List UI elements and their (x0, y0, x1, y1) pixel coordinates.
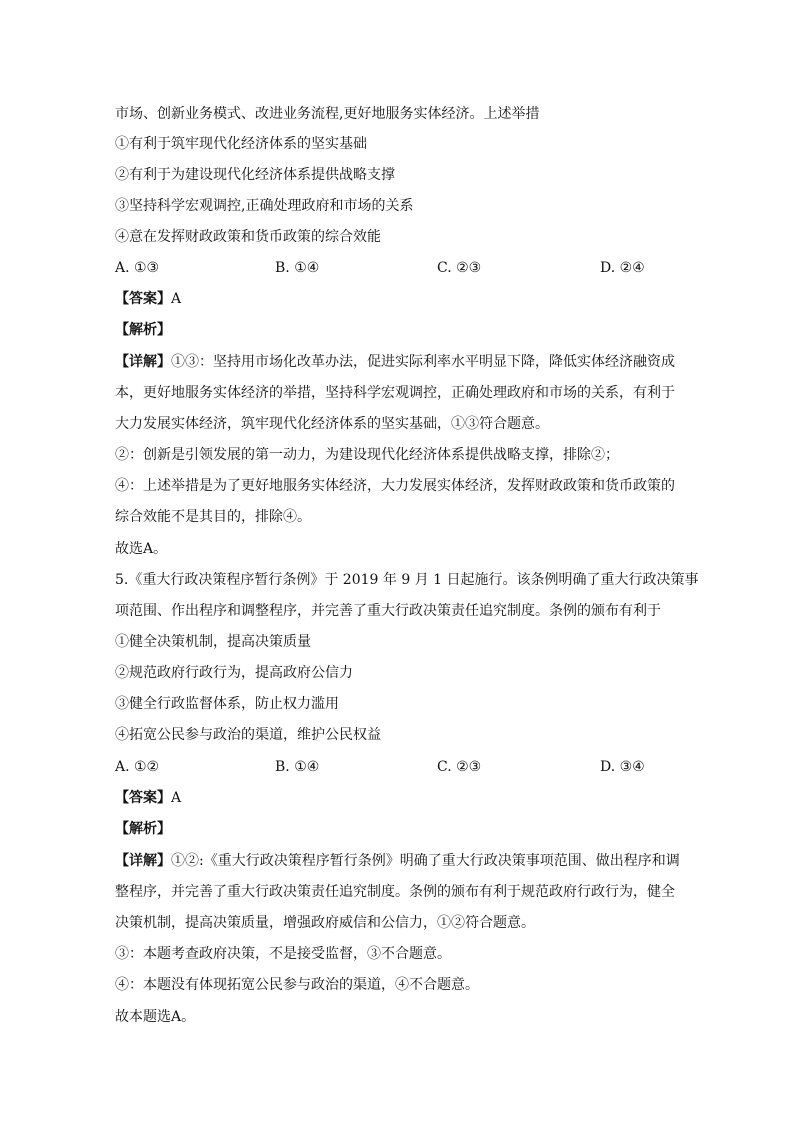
detail-label: 【详解】 (115, 354, 171, 370)
q4-item-1: ①有利于筑牢现代化经济体系的坚实基础 (115, 136, 367, 152)
answer-label: 【答案】 (115, 790, 171, 806)
q5-stem-line-1: 5.《重大行政决策程序暂行条例》于 2019 年 9 月 1 日起施行。该条例明确了重大行政决策事 (115, 572, 699, 588)
q4-item-3: ③坚持科学宏观调控,正确处理政府和市场的关系 (115, 198, 414, 214)
q5-detail-line-5: ④：本题没有体现拓宽公民参与政治的渠道，④不合题意。 (115, 977, 479, 993)
q5-detail-line-2: 整程序，并完善了重大行政决策责任追究制度。条例的颁布有利于规范政府行政行为，健全 (115, 884, 675, 900)
detail-label: 【详解】 (115, 853, 171, 869)
q4-detail-line-5: ④：上述举措是为了更好地服务实体经济，大力发展实体经济，发挥财政政策和货币政策的 (115, 478, 675, 494)
q5-detail-line-1 (115, 851, 680, 871)
q4-options (115, 258, 675, 278)
answer-label: 【答案】 (115, 291, 171, 307)
q4-answer (115, 289, 181, 309)
q4-item-2: ②有利于为建设现代化经济体系提供战略支撑 (115, 167, 395, 183)
answer-value: A (171, 291, 182, 307)
q4-detail-line-1 (115, 352, 675, 372)
q4-detail-line-2: 本，更好地服务实体经济的举措，坚持科学宏观调控，正确处理政府和市场的关系，有利于 (115, 385, 675, 401)
q4-conclusion: 故选A。 (115, 541, 168, 557)
q5-item-3: ③健全行政监督体系，防止权力滥用 (115, 696, 339, 712)
q5-item-4: ④拓宽公民参与政治的渠道，维护公民权益 (115, 727, 381, 743)
q5-item-2: ②规范政府行政行为，提高政府公信力 (115, 665, 353, 681)
q5-analysis-label: 【解析】 (115, 821, 171, 837)
answer-value: A (171, 790, 182, 806)
q5-answer (115, 788, 181, 808)
q5-conclusion: 故本题选A。 (115, 1009, 196, 1025)
q5-option-b: B. ①④ (275, 759, 320, 775)
q5-detail-line-3: 决策机制，提高决策质量，增强政府威信和公信力，①②符合题意。 (115, 915, 535, 931)
q5-option-d: D. ③④ (600, 759, 645, 775)
q4-analysis-label: 【解析】 (115, 322, 171, 338)
q4-detail-line-3: 大力发展实体经济，筑牢现代化经济体系的坚实基础，①③符合题意。 (115, 416, 549, 432)
q5-stem-line-2: 项范围、作出程序和调整程序，并完善了重大行政决策责任追究制度。条例的颁布有利于 (115, 603, 661, 619)
q5-option-c: C. ②③ (437, 759, 482, 775)
q4-option-d: D. ②④ (600, 260, 645, 276)
q5-item-1: ①健全决策机制，提高决策质量 (115, 634, 311, 650)
q4-item-4: ④意在发挥财政政策和货币政策的综合效能 (115, 229, 381, 245)
q5-detail-line-4: ③：本题考查政府决策，不是接受监督，③不合题意。 (115, 946, 451, 962)
detail-text: ①③：坚持用市场化改革办法，促进实际利率水平明显下降，降低实体经济融资成 (171, 354, 675, 370)
q4-detail-line-6: 综合效能不是其目的，排除④。 (115, 509, 311, 525)
q5-option-a: A. ①② (115, 759, 160, 775)
q4-option-a: A. ①③ (115, 260, 160, 276)
q4-stem-continuation: 市场、创新业务模式、改进业务流程,更好地服务实体经济。上述举措 (115, 106, 540, 122)
q4-option-b: B. ①④ (275, 260, 320, 276)
q4-option-c: C. ②③ (437, 260, 482, 276)
q4-detail-line-4: ②：创新是引领发展的第一动力，为建设现代化经济体系提供战略支撑，排除②； (115, 447, 619, 463)
q5-options (115, 757, 675, 777)
detail-text: ①②:《重大行政决策程序暂行条例》明确了重大行政决策事项范围、做出程序和调 (171, 853, 680, 869)
